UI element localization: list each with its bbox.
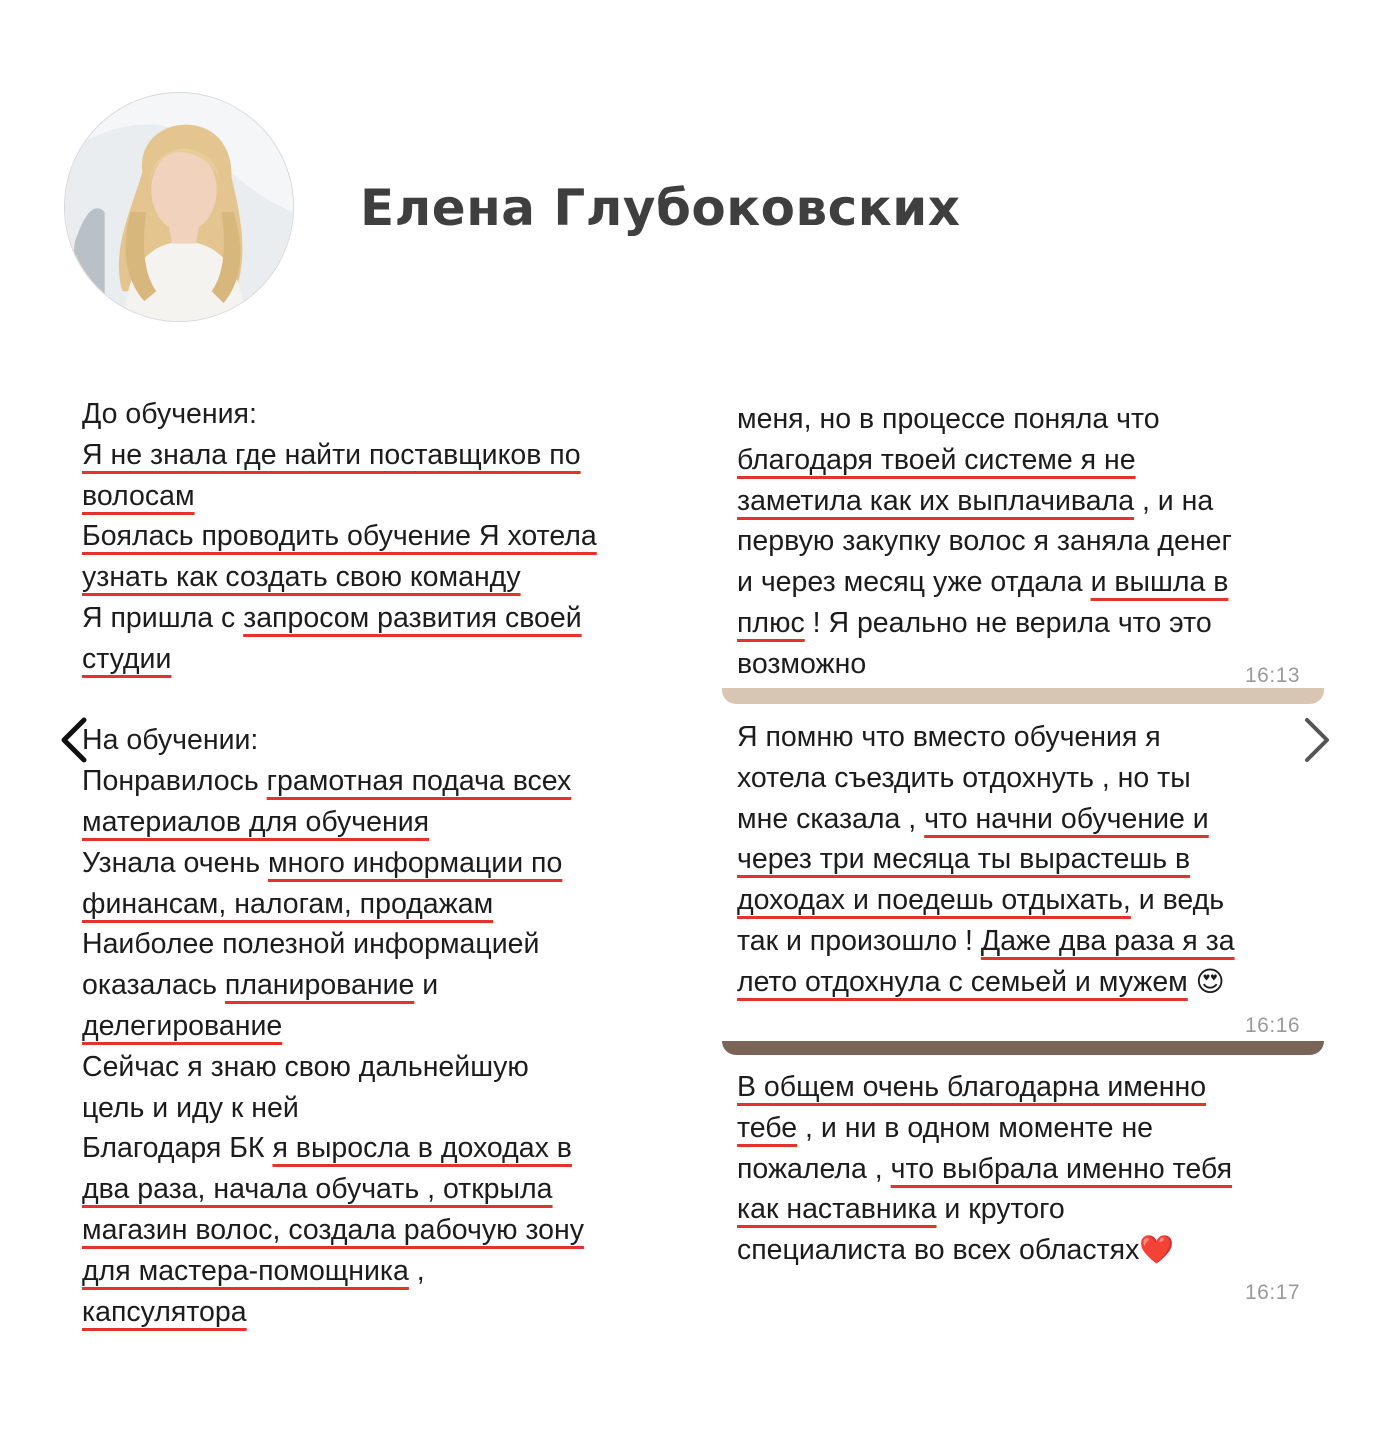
message-line: [82, 1251, 662, 1292]
message-line: [737, 603, 1317, 644]
underlined-text: много информации по: [268, 846, 563, 879]
message-line: [82, 965, 662, 1006]
message-line: [82, 557, 662, 598]
emoji: 😍: [1187, 965, 1225, 997]
underlined-text: два раза, начала обучать , открыла: [82, 1173, 553, 1206]
message-bubble-2: [737, 717, 1317, 1003]
message-text: и: [414, 969, 439, 1002]
message-line: [737, 880, 1317, 921]
message-text: цель и иду к ней: [82, 1091, 299, 1124]
message-line: [82, 476, 662, 517]
message-text: Понравилось: [82, 765, 267, 798]
message-text: Я помню что вместо обучения я: [737, 721, 1161, 753]
message-time: 16:16: [1245, 1014, 1301, 1037]
avatar: [64, 92, 294, 322]
underlined-text: тебе: [737, 1111, 798, 1144]
message-text: Узнала очень: [82, 846, 268, 879]
message-line: [737, 521, 1317, 562]
underlined-text: магазин волос, создала рабочую зону: [82, 1213, 584, 1246]
message-text: специалиста во всех областях: [737, 1234, 1140, 1267]
message-text: хотела съездить отдохнуть , но ты: [737, 761, 1191, 794]
message-text: пожалела ,: [737, 1152, 891, 1185]
message-text: На обучении:: [82, 724, 259, 757]
message-line: [737, 562, 1317, 603]
message-line: [82, 1210, 662, 1251]
message-text: Я пришла с: [82, 601, 244, 634]
chevron-right-icon[interactable]: [1297, 714, 1337, 766]
message-text: ! Я реально не верила что это: [804, 606, 1212, 639]
message-text: Благодаря БК: [82, 1132, 273, 1165]
underlined-text: волосам: [82, 479, 195, 512]
message-text: Сейчас я знаю свою дальнейшую: [82, 1050, 529, 1083]
message-line: [82, 720, 662, 761]
underlined-text: как наставника: [737, 1193, 937, 1226]
message-line: [737, 1189, 1317, 1230]
message-text: ,: [408, 1254, 425, 1287]
message-line: [82, 1128, 662, 1169]
message-time: 16:17: [1245, 1281, 1301, 1304]
underlined-text: я выросла в доходах в: [272, 1132, 572, 1165]
underlined-text: капсулятора: [82, 1295, 247, 1328]
message-line: [82, 639, 662, 680]
message-line: [737, 1230, 1317, 1271]
message-line: [737, 717, 1317, 758]
underlined-text: В общем очень благодарна именно: [737, 1071, 1207, 1103]
blank-line: [82, 680, 662, 721]
message-line: [737, 839, 1317, 880]
underlined-text: планирование: [224, 969, 415, 1002]
message-text: Наиболее полезной информацией: [82, 928, 540, 961]
message-text: До обучения:: [82, 398, 257, 430]
underlined-text: Я не знала где найти поставщиков по: [82, 438, 581, 471]
message-line: [82, 1292, 662, 1333]
chevron-left-icon[interactable]: [54, 714, 94, 766]
message-text: так и произошло !: [737, 924, 981, 957]
message-line: [737, 1149, 1317, 1190]
message-line: [737, 962, 1317, 1003]
bubble-bottom-edge: [722, 688, 1324, 704]
message-line: [82, 516, 662, 557]
underlined-text: финансам, налогам, продажам: [82, 887, 494, 920]
message-line: [82, 394, 662, 435]
message-text: , и на: [1134, 484, 1214, 517]
message-line: [737, 758, 1317, 799]
underlined-text: через три месяца ты вырастешь в: [737, 843, 1191, 876]
underlined-text: материалов для обучения: [82, 805, 430, 838]
underlined-text: заметила как их выплачивала: [737, 484, 1135, 517]
message-line: [82, 598, 662, 639]
message-text: мне сказала ,: [737, 802, 925, 835]
message-text: оказалась: [82, 969, 225, 1002]
message-time: 16:13: [1245, 664, 1301, 687]
underlined-text: Даже два раза я за: [980, 924, 1235, 957]
message-text: и ведь: [1130, 884, 1225, 917]
message-line: [82, 1169, 662, 1210]
underlined-text: и вышла в: [1090, 566, 1229, 599]
message-text: меня, но в процессе поняла что: [737, 403, 1160, 435]
underlined-text: плюс: [737, 606, 805, 639]
underlined-text: благодаря твоей системе я не: [737, 443, 1136, 476]
message-line: [82, 1047, 662, 1088]
message-text: возможно: [737, 647, 867, 680]
emoji: ❤️: [1139, 1234, 1175, 1266]
message-line: [82, 802, 662, 843]
message-line: [82, 843, 662, 884]
message-line: [737, 440, 1317, 481]
underlined-text: доходах и поедешь отдыхать,: [737, 884, 1131, 917]
message-line: [82, 924, 662, 965]
message-line: [737, 644, 1317, 685]
message-text: первую закупку волос я заняла денег: [737, 525, 1232, 558]
message-bubble-1: [737, 399, 1317, 685]
message-line: [737, 1067, 1317, 1108]
message-line: [737, 799, 1317, 840]
profile-name: Елена Глубоковских: [360, 179, 961, 237]
message-text: и крутого: [936, 1193, 1065, 1226]
underlined-text: для мастера-помощника: [82, 1254, 409, 1287]
message-text: и через месяц уже отдала: [737, 566, 1091, 599]
underlined-text: лето отдохнула с семьей и мужем: [737, 965, 1188, 998]
underlined-text: студии: [82, 642, 172, 675]
message-line: [82, 435, 662, 476]
left-message-column: [82, 394, 662, 1332]
underlined-text: что начни обучение и: [924, 802, 1209, 835]
message-line: [82, 761, 662, 802]
message-line: [82, 1088, 662, 1129]
avatar-portrait: [65, 93, 293, 321]
message-line: [82, 884, 662, 925]
underlined-text: узнать как создать свою команду: [82, 561, 521, 594]
underlined-text: грамотная подача всех: [266, 765, 572, 798]
underlined-text: делегирование: [82, 1009, 283, 1042]
message-line: [737, 1108, 1317, 1149]
underlined-text: что выбрала именно тебя: [890, 1152, 1233, 1185]
message-line: [82, 1006, 662, 1047]
underlined-text: Боялась проводить обучение Я хотела: [82, 520, 597, 553]
underlined-text: запросом развития своей: [243, 601, 582, 634]
message-line: [737, 481, 1317, 522]
message-line: [737, 921, 1317, 962]
bubble-bottom-edge: [722, 1041, 1324, 1055]
message-text: , и ни в одном моменте не: [797, 1111, 1154, 1144]
message-bubble-3: [737, 1067, 1317, 1271]
message-line: [737, 399, 1317, 440]
